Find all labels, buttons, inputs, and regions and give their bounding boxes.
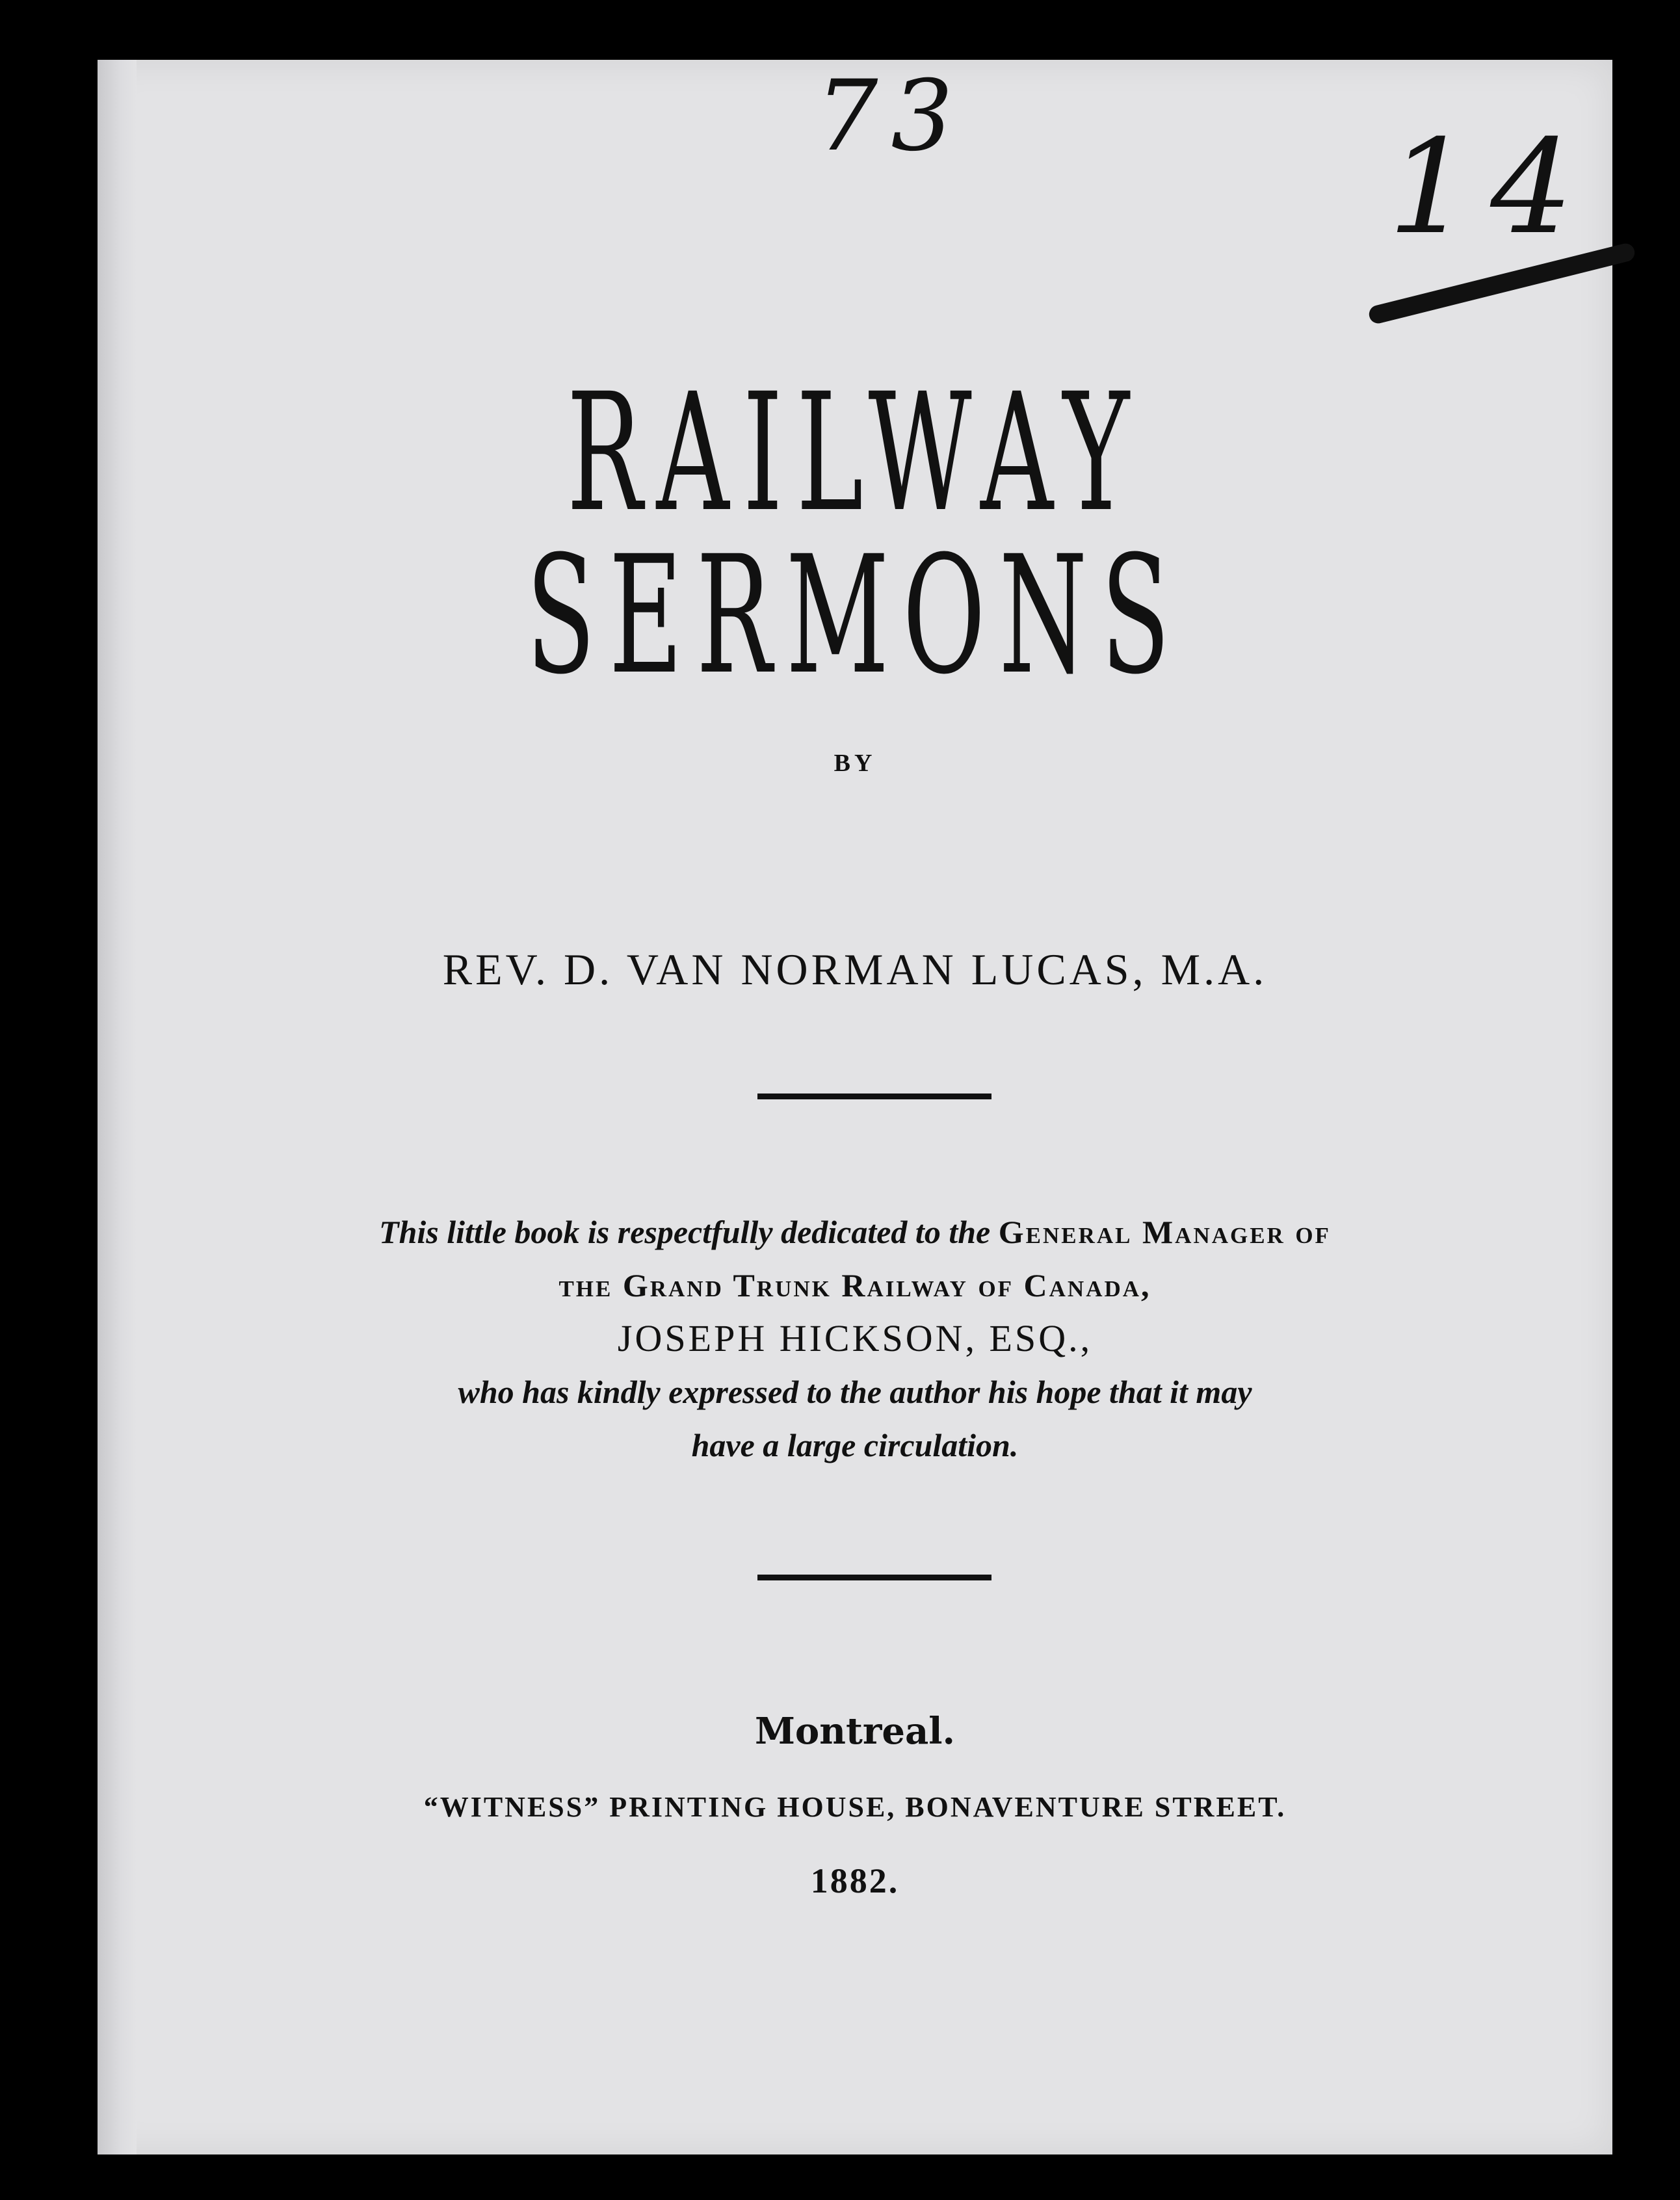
binding-edge — [98, 60, 137, 2154]
dedicatee-name: JOSEPH HICKSON, ESQ., — [617, 1317, 1093, 1359]
dedication-caps-text: General Manager of — [998, 1214, 1331, 1250]
imprint-printer: “WITNESS” PRINTING HOUSE, BONAVENTURE STREET. — [423, 1791, 1287, 1823]
dedication-italic-text: This little book is respectfully dedicated to the — [379, 1214, 991, 1250]
book-title: RAILWAY SERMONS — [526, 358, 1184, 710]
dedication-line-4: who has kindly expressed to the author his hope that it may — [458, 1374, 1252, 1410]
imprint-place: Montreal. — [754, 1710, 956, 1753]
dedication-block — [98, 1205, 1612, 1472]
title-page — [98, 60, 1612, 2154]
handwritten-number-corner: 14 — [1388, 112, 1593, 263]
dedication-line-2: the Grand Trunk Railway of Canada, — [558, 1267, 1151, 1303]
dedication-line-5: have a large circulation. — [691, 1427, 1019, 1463]
divider-rule — [757, 1575, 991, 1580]
dedication-line-1 — [98, 1205, 1612, 1259]
divider-rule — [757, 1093, 991, 1099]
author-name: REV. D. VAN NORMAN LUCAS, M.A. — [442, 945, 1268, 994]
imprint-year: 1882. — [810, 1861, 900, 1900]
handwritten-number-top: 73 — [816, 60, 966, 173]
by-label: BY — [833, 750, 876, 777]
